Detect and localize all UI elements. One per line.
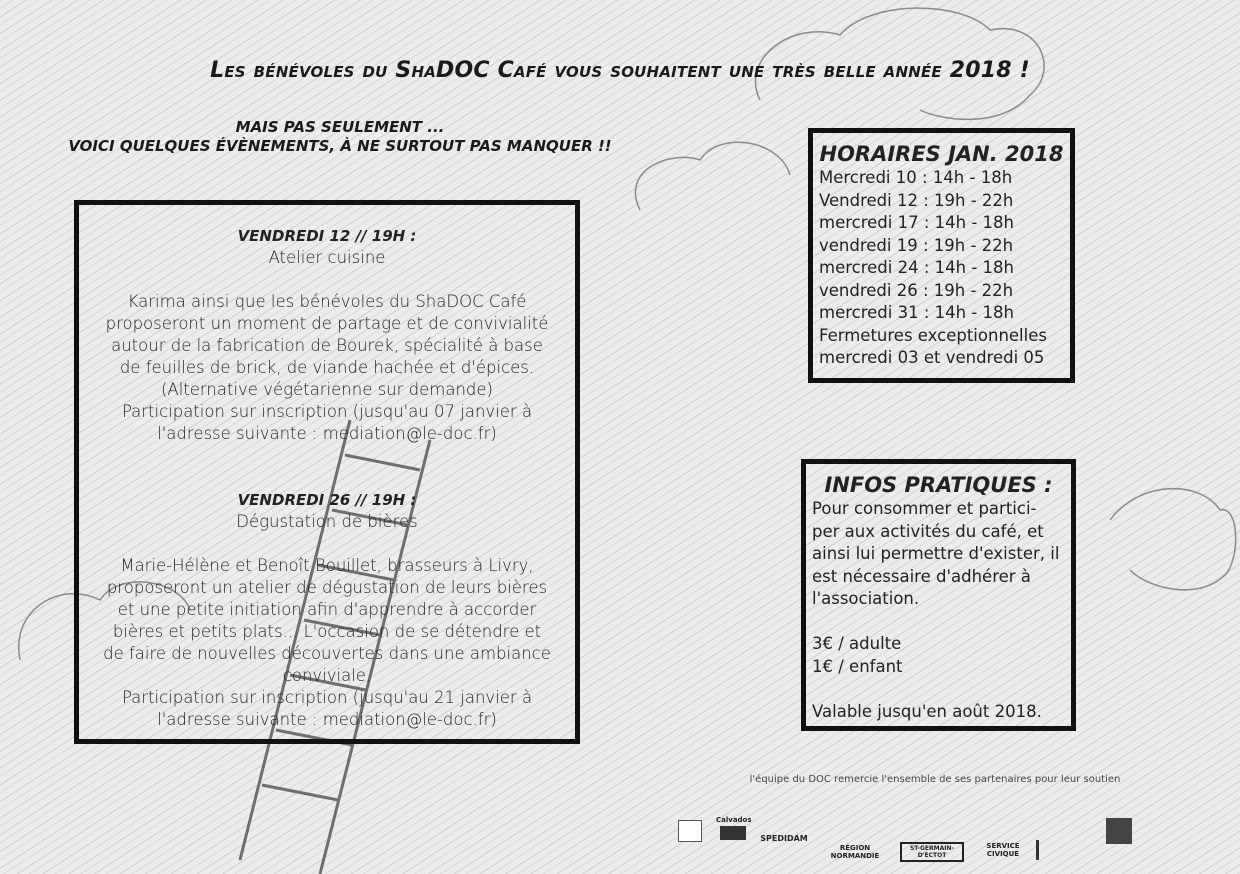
hours-title: HORAIRES JAN. 2018 (819, 142, 1064, 166)
hours-line: Vendredi 12 : 19h - 22h (819, 190, 1014, 210)
hours-line: Fermetures exceptionnelles (819, 325, 1047, 345)
event-2-subtitle: Dégustation de bières (236, 512, 418, 531)
event-1-line: proposeront un moment de partage et de convivialité (105, 314, 549, 333)
hours-line: vendredi 26 : 19h - 22h (819, 280, 1014, 300)
infos-line: per aux activités du café, et (812, 521, 1044, 541)
hours-line: Mercredi 10 : 14h - 18h (819, 168, 1013, 187)
event-2-line: de faire de nouvelles découvertes dans une ambiance (103, 644, 551, 663)
infos-box (801, 459, 1076, 731)
infos-line: l'association. (812, 589, 920, 608)
logo-ministere (678, 820, 702, 842)
infos-line: est nécessaire d'adhérer à (812, 566, 1031, 586)
logo-spedidam: SPEDIDAM (760, 834, 808, 843)
infos-title: INFOS PRATIQUES : (824, 473, 1053, 497)
hours-line: mercredi 17 : 14h - 18h (819, 213, 1014, 232)
partner-logos (672, 816, 1232, 864)
partners-thanks: l'équipe du DOC remercie l'ensemble de ses partenaires pour leur soutien (749, 774, 1121, 785)
logo-region: RÉGION NORMANDIE (830, 844, 880, 860)
intro-line-2: VOICI QUELQUES ÉVÈNEMENTS, À NE SURTOUT PAS MANQUER !! (68, 137, 612, 155)
validity-text: Valable jusqu'en août 2018. (812, 701, 1042, 721)
event-1-line: l'adresse suivante : mediation@le-doc.fr) (157, 424, 497, 443)
infos-line: Pour consommer et partici- (812, 499, 1037, 518)
price-adult: 3€ / adulte (812, 634, 902, 653)
logo-artotheque (1106, 818, 1132, 844)
logo-calvados (716, 816, 750, 840)
event-2-line: bières et petits plats... L'occasion de se détendre et (112, 622, 542, 641)
event-2-heading: VENDREDI 26 // 19H : (237, 491, 417, 509)
event-1-heading: VENDREDI 12 // 19H : (237, 227, 417, 245)
events-box (74, 200, 580, 744)
price-child: 1€ / enfant (812, 656, 903, 676)
event-2-line: l'adresse suivante : mediation@le-doc.fr) (157, 710, 497, 729)
event-2-line: Participation sur inscription (jusqu'au 21 janvier à (121, 688, 533, 707)
hours-line: mercredi 24 : 14h - 18h (819, 258, 1014, 277)
event-1-subtitle: Atelier cuisine (268, 248, 386, 267)
intro-line-1: MAIS PAS SEULEMENT ... (235, 118, 445, 136)
logo-talenz (1036, 840, 1076, 860)
hours-box (808, 128, 1075, 383)
event-2-line: Marie-Hélène et Benoît Bouillet, brasseurs à Livry, (120, 556, 534, 575)
logo-calvados-text: Calvados (716, 816, 752, 824)
hours-line: mercredi 31 : 14h - 18h (819, 303, 1014, 322)
hours-line: mercredi 03 et vendredi 05 (819, 348, 1045, 367)
event-1-line: de feuilles de brick, de viande hachée et d'épices. (119, 358, 535, 377)
logo-st-germain: ST-GERMAIN-D'ECTOT (900, 842, 964, 862)
logo-service-civique: SERVICE CIVIQUE (986, 842, 1020, 858)
event-2-line: proposeront un atelier de dégustation de leurs bières (106, 578, 548, 597)
page-title: Les bénévoles du ShaDOC Café vous souhaitent une très belle année 2018 ! (210, 58, 1030, 83)
event-1-line: autour de la fabrication de Bourek, spécialité à base (111, 336, 543, 355)
event-1-line: (Alternative végétarienne sur demande) (161, 380, 493, 399)
event-1-line: Karima ainsi que les bénévoles du ShaDOC Café (127, 292, 527, 311)
event-1-line: Participation sur inscription (jusqu'au 07 janvier à (121, 402, 533, 421)
hours-line: vendredi 19 : 19h - 22h (819, 235, 1014, 255)
event-2-line: conviviale. (282, 666, 372, 685)
intro-text (60, 118, 620, 156)
event-2-line: et une petite initiation afin d'apprendre à accorder (117, 600, 537, 619)
infos-line: ainsi lui permettre d'exister, il (812, 544, 1060, 563)
